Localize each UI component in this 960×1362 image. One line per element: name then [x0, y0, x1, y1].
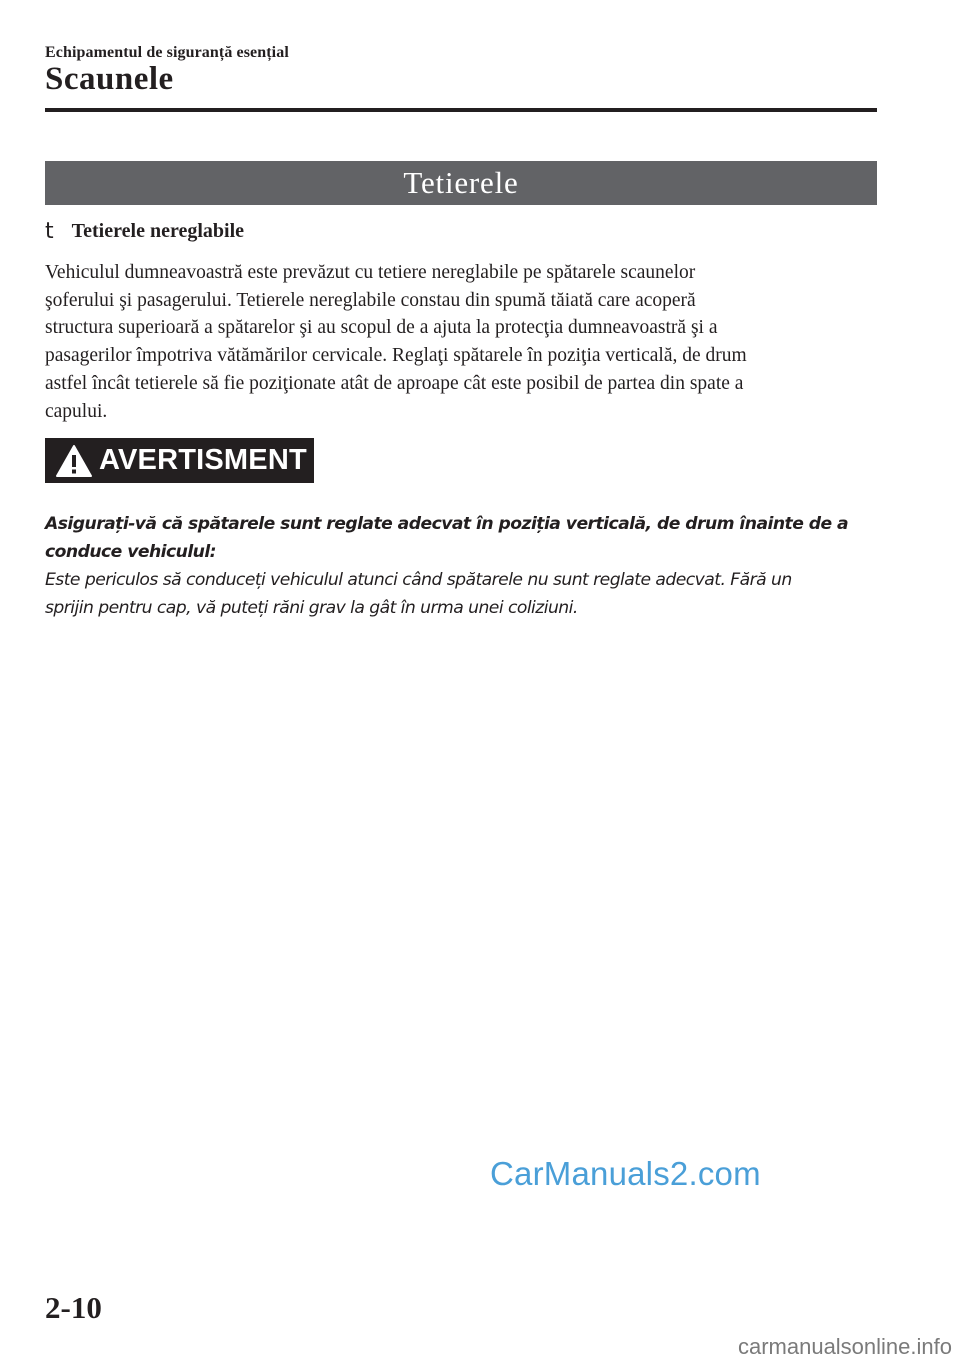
page-number: 2-10 — [45, 1290, 102, 1325]
page-title: Scaunele — [45, 61, 174, 97]
warning-text — [45, 510, 877, 622]
body-line: pasagerilor împotriva vătămărilor cervicale. Reglaţi spătarele în poziţia verticală, de drum — [45, 345, 747, 367]
body-line: şoferului şi pasagerului. Tetierele nereglabile constau din spumă tăiată care acoperă — [45, 289, 696, 311]
body-line: structura superioară a spătarelor şi au scopul de a ajuta la protecţia dumneavoastră şi a — [45, 317, 718, 339]
warning-triangle-icon — [55, 444, 93, 478]
body-line: Vehiculul dumneavoastră este prevăzut cu tetiere nereglabile pe spătarele scaunelor — [45, 262, 696, 283]
warning-body-line: Este periculos să conduceți vehiculul atunci când spătarele nu sunt reglate adecvat. Fără un — [45, 570, 792, 590]
warning-headline-line: conduce vehiculul: — [45, 542, 217, 562]
body-line: astfel încât tetierele să fie poziţionate atât de aproape cât este posibil de partea din spate a — [45, 372, 744, 394]
warning-banner — [45, 438, 314, 483]
watermark: CarManuals2.com — [490, 1155, 761, 1192]
subsection-bullet: t — [45, 219, 54, 244]
warning-headline-line: Asigurați-vă că spătarele sunt reglate adecvat în poziția verticală, de drum înainte de a — [45, 514, 849, 534]
subsection-title: Tetierele nereglabile — [71, 220, 245, 242]
body-paragraph — [45, 259, 877, 425]
footer-watermark: carmanualsonline.info — [737, 1334, 952, 1359]
warning-label: AVERTISMENT — [99, 444, 307, 476]
subsection-heading — [45, 219, 244, 244]
body-line: capului. — [45, 400, 108, 422]
header-divider — [45, 108, 877, 112]
section-title: Tetierele — [403, 165, 519, 200]
warning-body-line: sprijin pentru cap, vă puteți răni grav la gât în urma unei coliziuni. — [45, 598, 578, 618]
section-heading-bar — [45, 161, 877, 205]
chapter-label: Echipamentul de siguranță esențial — [45, 44, 289, 61]
